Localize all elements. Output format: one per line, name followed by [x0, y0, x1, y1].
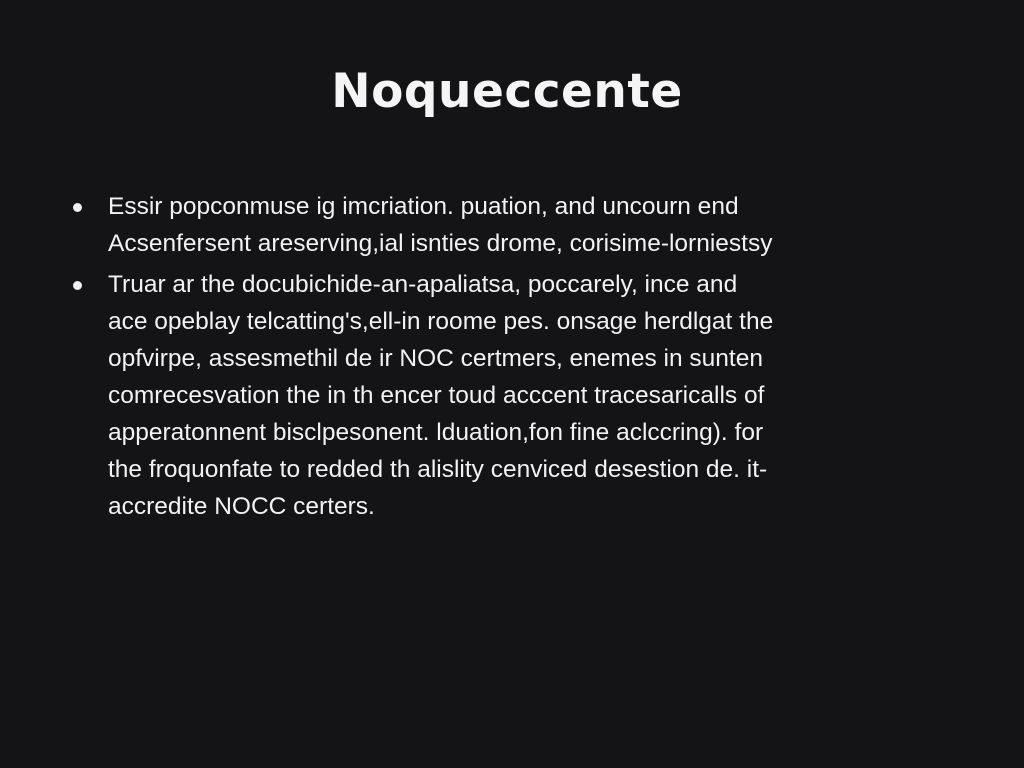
bullet-line: Essir popconmuse ig imcriation. puation, and uncourn end — [108, 193, 739, 220]
slide-title: Noqueccente — [331, 64, 683, 119]
bullet-line: Truar ar the docubichide-an-apaliatsa, poccarely, ince and — [108, 271, 738, 298]
bullet-line: accredite NOCC certers. — [108, 493, 375, 520]
bullet-dot-icon — [73, 203, 82, 212]
bullet-line: ace opeblay telcatting's,ell-in roome pes. onsage herdlgat the — [108, 308, 774, 335]
bullet-item — [70, 188, 920, 262]
bullet-item — [70, 266, 920, 525]
bullet-line: opfvirpe, assesmethil de ir NOC certmers, enemes in sunten — [108, 345, 763, 372]
bullet-line: Acsenfersent areserving,ial isnties drome, corisime-lorniestsy — [108, 230, 773, 257]
bullet-list — [70, 188, 920, 529]
bullet-line: comrecesvation the in th encer toud acccent tracesaricalls of — [108, 382, 765, 409]
bullet-line: the froquonfate to redded th alislity cenviced desestion de. it- — [108, 456, 768, 483]
bullet-line: apperatonnent bisclpesonent. lduation,fon fine aclccring). for — [108, 419, 764, 446]
bullet-dot-icon — [73, 281, 82, 290]
